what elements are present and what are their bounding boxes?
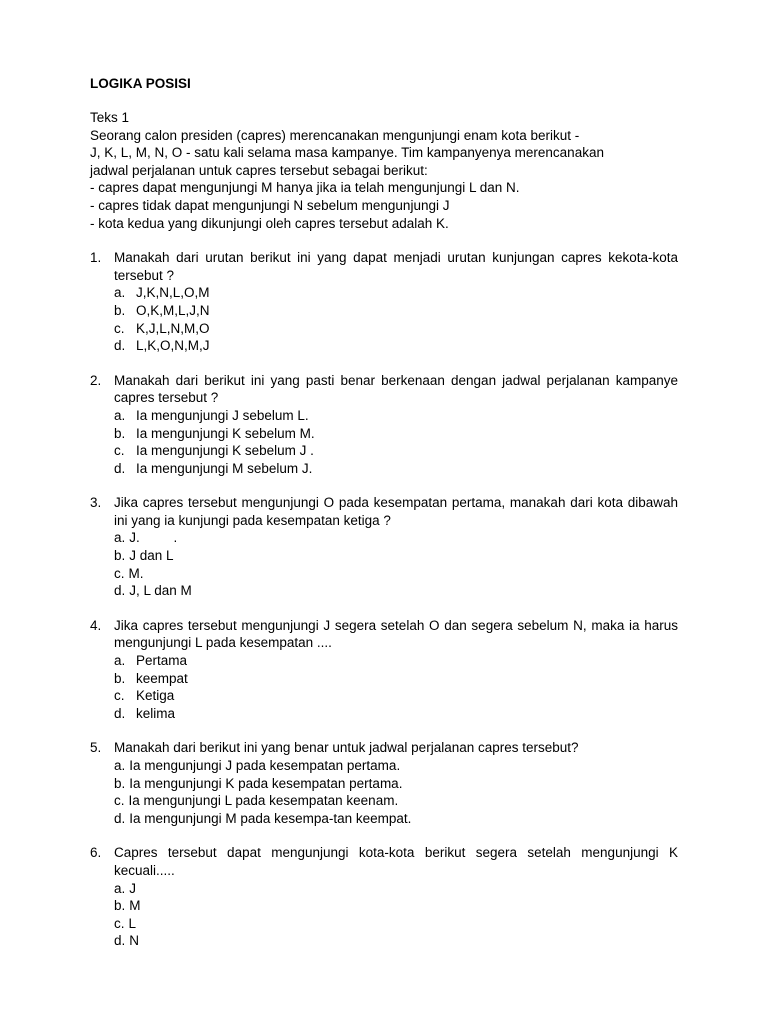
option-text: Ketiga — [136, 688, 175, 704]
option-letter: a. — [114, 407, 126, 423]
question-text: Manakah dari berikut ini yang benar untuk jadwal perjalanan capres tersebut? — [114, 740, 579, 756]
option-b — [114, 425, 678, 443]
option-letter: a. — [114, 880, 126, 896]
option-text: M. — [128, 565, 144, 581]
option-text: Pertama — [136, 653, 188, 669]
option-letter: d. — [114, 705, 126, 721]
option-b — [114, 302, 678, 320]
option-b — [114, 775, 678, 793]
option-letter: b. — [114, 898, 126, 914]
option-text: keempat — [136, 670, 188, 686]
question-number: 1. — [90, 250, 102, 266]
question-number: 2. — [90, 372, 102, 388]
option-letter: d. — [114, 933, 126, 949]
option-text: J,K,N,L,O,M — [136, 285, 210, 301]
intro-line: Seorang calon presiden (capres) merencanakan mengunjungi enam kota berikut - — [90, 127, 580, 143]
option-letter: d. — [114, 338, 126, 354]
question-text: Manakah dari urutan berikut ini yang dapat menjadi urutan kunjungan capres kekota-kota tersebut ? — [114, 250, 678, 283]
option-letter: a. — [114, 530, 126, 546]
option-list — [114, 880, 678, 950]
document-title: LOGIKA POSISI — [90, 76, 191, 91]
option-c — [114, 442, 678, 460]
option-d — [114, 460, 678, 478]
option-letter: c. — [114, 443, 125, 459]
option-letter: b. — [114, 548, 126, 564]
question-body — [114, 617, 678, 723]
question-body — [114, 372, 678, 478]
rule-line: - kota kedua yang dikunjungi oleh capres tersebut adalah K. — [90, 215, 449, 231]
question-body — [114, 739, 678, 827]
option-c — [114, 565, 678, 583]
option-text: Ia mengunjungi K pada kesempatan pertama. — [129, 775, 403, 791]
option-text: K,J,L,N,M,O — [136, 320, 210, 336]
question-body — [114, 494, 678, 600]
option-a — [114, 757, 678, 775]
option-letter: c. — [114, 793, 125, 809]
option-list — [114, 652, 678, 722]
question-body — [114, 249, 678, 355]
option-c — [114, 915, 678, 933]
question-text: Capres tersebut dapat mengunjungi kota-kota berikut segera setelah mengunjungi K kecuali..... — [114, 845, 678, 878]
option-letter: a. — [114, 285, 126, 301]
option-c — [114, 792, 678, 810]
option-c — [114, 687, 678, 705]
intro-line: J, K, L, M, N, O - satu kali selama masa kampanye. Tim kampanyenya merencanakan — [90, 145, 604, 161]
option-text: O,K,M,L,J,N — [136, 302, 210, 318]
option-letter: b. — [114, 302, 126, 318]
question-number: 5. — [90, 740, 102, 756]
option-text: M — [129, 898, 141, 914]
option-b — [114, 547, 678, 565]
option-text: Ia mengunjungi K sebelum J . — [136, 443, 314, 459]
option-letter: b. — [114, 670, 126, 686]
passage — [90, 109, 678, 232]
option-letter: a. — [114, 653, 126, 669]
option-text: J dan L — [129, 548, 174, 564]
option-letter: c. — [114, 320, 125, 336]
section-label: Teks 1 — [90, 110, 130, 125]
question-number: 4. — [90, 617, 102, 633]
option-text: kelima — [136, 705, 176, 721]
question-text: Manakah dari berikut ini yang pasti benar berkenaan dengan jadwal perjalanan kampanye capres tersebut ? — [114, 372, 678, 406]
option-a — [114, 880, 678, 898]
option-list — [114, 529, 678, 599]
option-text: J — [129, 880, 137, 896]
option-letter: b. — [114, 775, 126, 791]
option-d — [114, 337, 678, 355]
question-1 — [90, 249, 678, 355]
question-text: Jika capres tersebut mengunjungi J segera setelah O dan segera sebelum N, maka ia harus mengunjungi L pada kesempatan .... — [114, 617, 678, 651]
option-list — [114, 407, 678, 477]
option-letter: c. — [114, 688, 125, 704]
option-b — [114, 670, 678, 688]
option-a — [114, 407, 678, 425]
option-text: Ia mengunjungi M sebelum J. — [136, 460, 313, 476]
option-text: Ia mengunjungi J sebelum L. — [136, 407, 309, 423]
option-text: Ia mengunjungi L pada kesempatan keenam. — [128, 793, 399, 809]
option-a — [114, 529, 678, 547]
question-5 — [90, 739, 678, 827]
option-letter: c. — [114, 915, 125, 931]
option-letter: d. — [114, 460, 126, 476]
option-text: L,K,O,N,M,J — [136, 338, 210, 354]
option-letter: c. — [114, 565, 125, 581]
option-list — [114, 284, 678, 354]
intro-line: jadwal perjalanan untuk capres tersebut sebagai berikut: — [90, 162, 428, 178]
question-list — [90, 249, 678, 950]
option-d — [114, 810, 678, 828]
question-number: 6. — [90, 845, 102, 861]
option-text: Ia mengunjungi M pada kesempa-tan keempat. — [129, 810, 412, 826]
question-body — [114, 844, 678, 950]
option-letter: d. — [114, 810, 126, 826]
option-text: L — [128, 915, 137, 931]
option-letter: d. — [114, 583, 126, 599]
question-number: 3. — [90, 495, 102, 511]
option-letter: a. — [114, 758, 126, 773]
option-text: Ia mengunjungi K sebelum M. — [136, 425, 315, 441]
question-2 — [90, 372, 678, 478]
option-list — [114, 757, 678, 827]
option-text: Ia mengunjungi J pada kesempatan pertama. — [129, 758, 401, 773]
question-text: Jika capres tersebut mengunjungi O pada kesempatan pertama, manakah dari kota dibawah ini yang ia kunjungi pada kesempatan ketiga ? — [114, 495, 678, 528]
rule-line: - capres tidak dapat mengunjungi N sebelum mengunjungi J — [90, 197, 450, 213]
option-text: J. . — [129, 530, 178, 546]
option-b — [114, 897, 678, 915]
question-6 — [90, 844, 678, 950]
option-d — [114, 582, 678, 600]
option-a — [114, 652, 678, 670]
question-3 — [90, 494, 678, 600]
rule-line: - capres dapat mengunjungi M hanya jika ia telah mengunjungi L dan N. — [90, 180, 520, 196]
option-text: N — [129, 933, 140, 949]
option-d — [114, 932, 678, 950]
question-4 — [90, 617, 678, 723]
option-letter: b. — [114, 425, 126, 441]
option-a — [114, 284, 678, 302]
option-d — [114, 705, 678, 723]
option-text: J, L dan M — [129, 583, 192, 599]
option-c — [114, 320, 678, 338]
